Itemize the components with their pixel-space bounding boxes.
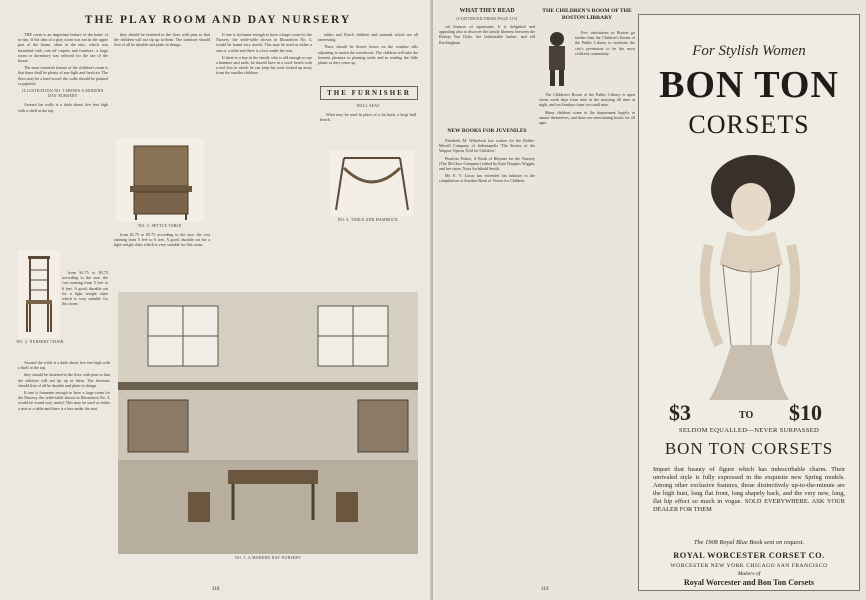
day-nursery-illustration xyxy=(118,292,418,554)
read-column-top xyxy=(439,24,535,124)
ad-cities: WORCESTER NEW YORK CHICAGO SAN FRANCISCO xyxy=(670,563,828,569)
boy-reading-illustration xyxy=(541,30,573,88)
ad-corsets-word: CORSETS xyxy=(688,110,810,139)
table-hammock-illustration xyxy=(330,150,414,216)
corset-woman-illustration xyxy=(679,145,819,400)
paragraph: cal features of aquariums. It is delightful and appealing also to discover the family likeness between the Bishop Van Dyke, the fashionable barber, and old Buckingham. xyxy=(439,24,535,45)
article-column-2b xyxy=(114,232,210,292)
article-column-1c xyxy=(18,360,110,585)
paragraph: Mr. E. V. Lucas has extended his industry to the compilation of Another Book of Verses for Children. xyxy=(439,173,535,184)
paragraph: There should be flower boxes on the window sills adjoining to match the woodwork. The children will take the keenest pleasure in planting seeds and in tending the little plants as they come up. xyxy=(318,44,418,66)
ad-seldom-line: SELDOM EQUALLED—NEVER SURPASSED xyxy=(678,427,820,434)
library-column-top xyxy=(575,30,635,90)
ad-tagline: For Stylish Women xyxy=(692,43,806,59)
article-column-1 xyxy=(18,32,108,282)
ad-blue-book: The 1908 Royal Blue Book sent on request. xyxy=(693,539,805,546)
price-high: $10 xyxy=(789,400,822,425)
caption-settle-table: NO. 3. SETTLE TABLE xyxy=(138,224,182,228)
paragraph: Few institutions in Boston go farther than the Children's Room of the Public Library to vindicate the city's pretension to be the most civilized community. xyxy=(575,30,635,56)
page-number-left: 318 xyxy=(212,587,220,592)
paragraph: The most essential feature of the children's room is that there shall be plenty of sun-light and fresh air. The floor may be a hard wood; the walls should be painted or papered. xyxy=(18,65,108,86)
paragraph: The Children's Room of the Public Library is open seven week days from nine in the morning till nine at night, and on Sundays from two until nine. xyxy=(539,92,635,108)
caption-table-hammock: NO. 4. TABLE AND HAMMOCK xyxy=(337,218,399,222)
paragraph: Around the walls is a dado about five feet high with a shelf at the top. xyxy=(18,102,108,113)
ad-body-copy: Impart that beauty of figure which has indescribable charm. Their unrivaled style is fully expressed in the exquisite new Spring models. Among other exclusive features, those distinctively up-to-the-minute are the high bust, long flat front, long shapely back, and the very new, long, flat hip effect so much in vogue. SOLD EVERYWHERE. ASK YOUR DEALER FOR THEM xyxy=(653,466,845,513)
paragraph: from $1.75 to $5.75 according to the size, the cost running from 5 feet to 6 feet. A good, durable oat for a light weight chair which is very suitable for this room. xyxy=(62,270,108,307)
the-furnisher-box: THE FURNISHER xyxy=(320,86,418,100)
ad-repeat-brand: BON TON CORSETS xyxy=(664,439,834,458)
paragraph: What may be used in place of a fat back, a large hall bench. xyxy=(320,112,416,123)
paragraph: Elizabeth M. Whitelock has written for the Bobbs-Merrill Company of Indianapolis 'The Stories of the Wagner Operas Told for Children.' xyxy=(439,138,535,154)
books-column xyxy=(439,138,535,588)
what-they-read-heading: WHAT THEY READ xyxy=(459,8,515,14)
paragraph: tables and Dutch children and animals which are all interesting. xyxy=(318,32,418,43)
right-page xyxy=(433,0,866,600)
article-column-1b xyxy=(62,270,108,330)
continued-note: (CONTINUED FROM PAGE 315) xyxy=(456,17,518,21)
paragraph: Many children come to the department largely to amuse themselves, and there are entertaining books for all ages. xyxy=(539,109,635,126)
nursery-chair-illustration xyxy=(18,250,60,338)
paragraph: If one is fortunate enough to have a large room for the Nursery, the settle-table shown in Illustration No. 3, would be found very useful. This may be used as either a seat or a table and there is a box under the seat. xyxy=(216,32,312,53)
bon-ton-corsets-advertisement xyxy=(638,14,860,591)
caption-illustration-1: ILLUSTRATION NO. I SHOWS A MODERN DAY NURSERY xyxy=(22,89,104,99)
ad-makers-of: Makers of xyxy=(737,571,761,577)
page-number-right: 319 xyxy=(541,587,549,592)
paragraph: Pinafore Palace, A Book of Rhymes for the Nursery (The McClure Company) edited by Kate Douglas Wiggin, and her sister, Nora Archibald Smith. xyxy=(439,155,535,172)
wall-seat-caption: WALL SEAT xyxy=(356,104,380,108)
ad-makers-line: Royal Worcester and Bon Ton Corsets xyxy=(683,578,814,587)
paragraph: they should be fastened to the floor with pins so that the children will not tip up in them. The furniture should first of all be durable and plain in design. xyxy=(18,372,110,388)
paragraph: If one is fortunate enough to have a large room for the Nursery, the settle-table shown in Illustration No. 3, would be found very useful. This may be used as either a seat or a table and there is a box under the seat. xyxy=(18,390,110,411)
paragraph: If there is a boy in the family who is old enough to use a hammer and nails, he should have in a work bench with a tool box in which he can keep his tools locked up away from the smaller children. xyxy=(216,54,312,76)
paragraph: from $1.75 to $5.75 according to the size, the cost running from 5 feet to 6 feet. A good, durable oat for a light weight chair which is very suitable for this room. xyxy=(114,232,210,248)
settle-table-illustration xyxy=(116,138,204,222)
new-books-heading: NEW BOOKS FOR JUVENILES xyxy=(447,128,527,134)
price-low: $3 xyxy=(669,400,691,425)
library-column xyxy=(539,92,635,588)
paragraph: Around the walls is a dado about five feet high with a shelf at the top. xyxy=(18,360,110,371)
paragraph: they should be fastened to the floor with pins so that the children will not tip up in them. The furniture should first of all be durable and plain in design. xyxy=(114,32,210,48)
library-heading: THE CHILDREN'S ROOM OF THE BOSTON LIBRARY xyxy=(542,8,632,21)
reader-question xyxy=(320,112,416,142)
price-to: TO xyxy=(739,410,754,421)
article-column-3 xyxy=(216,32,312,292)
article-column-2 xyxy=(114,32,210,142)
ad-company: ROYAL WORCESTER CORSET CO. xyxy=(673,551,825,560)
article-column-4 xyxy=(318,32,418,92)
paragraph: THE room is an important feature of the home of to-day. If the idea of a play room was not in the upper part of the house, often in the attic, which was furnished with cast-off carpets and furniture, a large room or dormitory was selected for the use of the house. xyxy=(18,32,108,64)
caption-day-nursery: NO. 5. A MODERN DAY NURSERY xyxy=(234,556,302,560)
page-title: THE PLAY ROOM AND DAY NURSERY xyxy=(84,14,352,26)
caption-nursery-chair: NO. 2. NURSERY CHAIR xyxy=(16,340,64,344)
ad-brand-name: BON TON xyxy=(659,64,839,106)
